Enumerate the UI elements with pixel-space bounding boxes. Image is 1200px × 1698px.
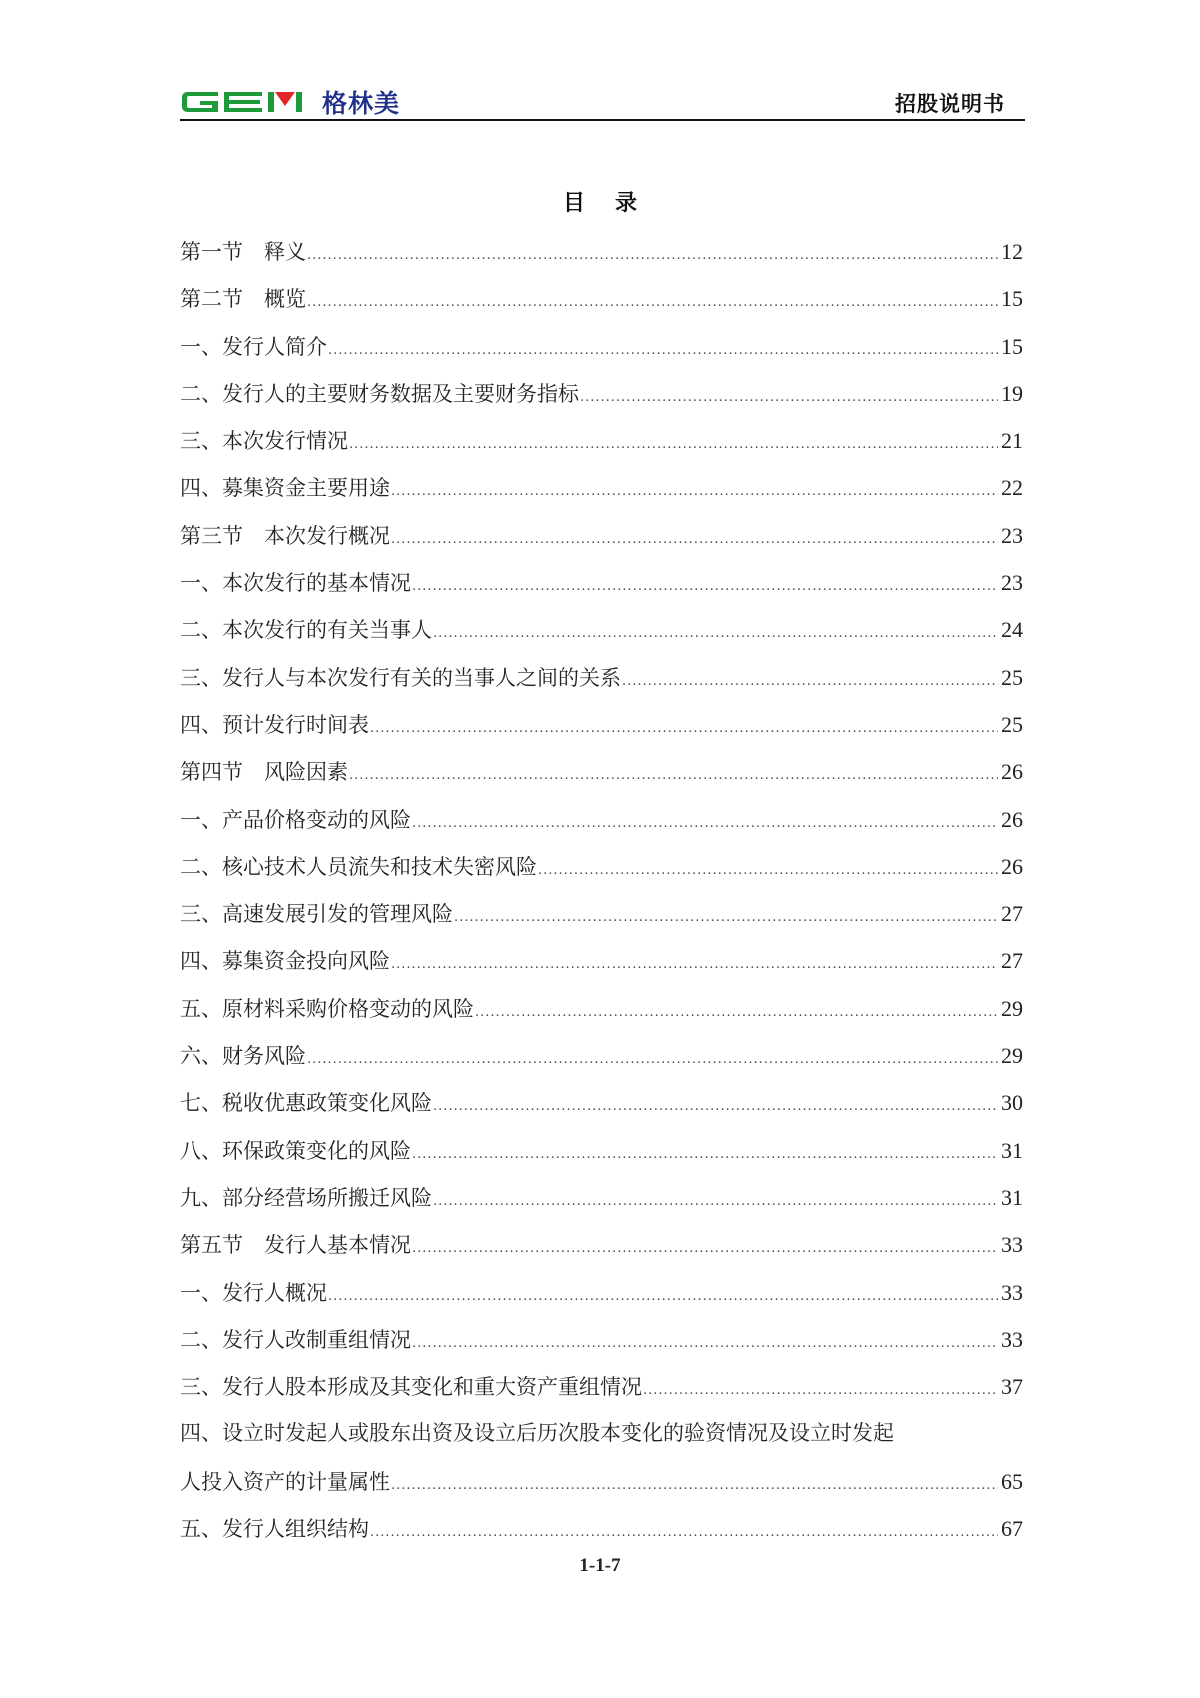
toc-entry[interactable] (180, 606, 1023, 653)
toc-entry[interactable] (180, 937, 1023, 984)
toc-entry-page: 27 (1001, 948, 1023, 974)
toc-entry-label: 第一节 释义 (180, 240, 306, 264)
toc-entry-label: 一、发行人简介 (180, 334, 327, 359)
dot-leader (412, 1320, 998, 1367)
toc-entry[interactable] (180, 796, 1023, 843)
toc-entry[interactable] (180, 512, 1023, 559)
toc-entry-page: 67 (1001, 1516, 1023, 1542)
toc-entry-page: 26 (1001, 853, 1023, 879)
toc-entry-label: 四、预计发行时间表 (180, 712, 369, 737)
toc-entry-label: 二、本次发行的有关当事人 (180, 618, 432, 643)
toc-entry[interactable] (180, 1505, 1023, 1552)
toc-entry[interactable] (180, 323, 1023, 370)
toc-entry-label: 九、部分经营场所搬迁风险 (180, 1185, 432, 1210)
toc-entry-page: 33 (1001, 1326, 1023, 1352)
toc-entry[interactable] (180, 654, 1023, 701)
toc-entry-page: 25 (1001, 711, 1023, 737)
toc-entry-page: 65 (1001, 1468, 1023, 1494)
toc-entry-page: 22 (1001, 475, 1023, 501)
dot-leader (328, 327, 998, 374)
dot-leader (349, 752, 998, 799)
toc-entry[interactable] (180, 1316, 1023, 1363)
toc-entry[interactable] (180, 985, 1023, 1032)
toc-entry[interactable] (180, 228, 1023, 275)
toc-entry-page: 33 (1001, 1232, 1023, 1258)
toc-entry[interactable] (180, 1458, 1023, 1505)
toc-entry-label: 三、发行人股本形成及其变化和重大资产重组情况 (180, 1375, 642, 1400)
dot-leader (349, 421, 998, 468)
toc-entry-page: 15 (1001, 333, 1023, 359)
toc-entry-wrapped[interactable] (180, 1410, 1023, 1457)
dot-leader (454, 894, 998, 941)
toc-entry-page: 29 (1001, 995, 1023, 1021)
toc-entry[interactable] (180, 748, 1023, 795)
dot-leader (580, 374, 998, 421)
toc-entry-label: 八、环保政策变化的风险 (180, 1138, 411, 1163)
toc-entry-label: 五、原材料采购价格变动的风险 (180, 996, 474, 1021)
dot-leader (643, 1367, 998, 1414)
table-of-contents (180, 228, 1023, 1552)
toc-entry[interactable] (180, 275, 1023, 322)
toc-entry-label: 三、高速发展引发的管理风险 (180, 902, 453, 927)
toc-title (0, 186, 1200, 217)
toc-entry-page: 15 (1001, 286, 1023, 312)
toc-entry[interactable] (180, 1127, 1023, 1174)
toc-entry-label: 第五节 发行人基本情况 (180, 1233, 411, 1258)
dot-leader (412, 1131, 998, 1178)
toc-entry[interactable] (180, 1079, 1023, 1126)
toc-entry-page: 19 (1001, 380, 1023, 406)
dot-leader (307, 232, 998, 279)
dot-leader (391, 1462, 998, 1509)
toc-entry-page: 29 (1001, 1043, 1023, 1069)
toc-entry-label: 第二节 概览 (180, 287, 306, 312)
toc-entry-label: 四、设立时发起人或股东出资及设立后历次股本变化的验资情况及设立时发起 (180, 1421, 894, 1446)
gem-logo-icon (180, 89, 310, 115)
company-logo (180, 84, 400, 120)
toc-entry[interactable] (180, 417, 1023, 464)
toc-entry-page: 24 (1001, 617, 1023, 643)
header-divider (180, 119, 1025, 121)
dot-leader (433, 1178, 998, 1225)
dot-leader (538, 847, 998, 894)
toc-entry-label: 二、发行人的主要财务数据及主要财务指标 (180, 381, 579, 406)
dot-leader (622, 658, 998, 705)
toc-entry[interactable] (180, 559, 1023, 606)
toc-entry-label: 第三节 本次发行概况 (180, 523, 390, 548)
document-type: 招股说明书 (895, 92, 1005, 116)
dot-leader (412, 1225, 998, 1272)
dot-leader (475, 989, 998, 1036)
dot-leader (412, 800, 998, 847)
toc-entry-page: 33 (1001, 1279, 1023, 1305)
toc-entry-label: 七、税收优惠政策变化风险 (180, 1091, 432, 1116)
dot-leader (391, 468, 998, 515)
dot-leader (412, 563, 998, 610)
dot-leader (328, 1273, 998, 1320)
toc-title-char: 目 (562, 191, 585, 216)
toc-entry[interactable] (180, 370, 1023, 417)
toc-entry-label: 人投入资产的计量属性 (180, 1469, 390, 1494)
dot-leader (307, 279, 998, 326)
toc-entry-page: 26 (1001, 759, 1023, 785)
toc-entry-page: 37 (1001, 1374, 1023, 1400)
toc-entry-label: 第四节 风险因素 (180, 760, 348, 785)
dot-leader (391, 941, 998, 988)
dot-leader (391, 516, 998, 563)
toc-entry-page: 21 (1001, 428, 1023, 454)
toc-entry[interactable] (180, 1269, 1023, 1316)
dot-leader (370, 1509, 998, 1556)
toc-entry-label: 三、本次发行情况 (180, 429, 348, 454)
dot-leader (370, 705, 998, 752)
toc-entry[interactable] (180, 843, 1023, 890)
toc-entry-page: 23 (1001, 570, 1023, 596)
dot-leader (433, 1083, 998, 1130)
toc-entry-label: 二、核心技术人员流失和技术失密风险 (180, 854, 537, 879)
toc-entry-page: 30 (1001, 1090, 1023, 1116)
company-name: 格林美 (322, 89, 401, 118)
toc-entry-label: 五、发行人组织结构 (180, 1517, 369, 1542)
toc-entry-page: 12 (1001, 239, 1023, 264)
toc-entry[interactable] (180, 890, 1023, 937)
toc-entry-page: 31 (1001, 1184, 1023, 1210)
toc-entry-label: 一、发行人概况 (180, 1280, 327, 1305)
toc-entry-label: 四、募集资金投向风险 (180, 949, 390, 974)
toc-title-char: 录 (615, 191, 638, 216)
toc-entry[interactable] (180, 1032, 1023, 1079)
toc-entry-page: 23 (1001, 522, 1023, 548)
toc-entry-label: 一、本次发行的基本情况 (180, 571, 411, 596)
toc-entry[interactable] (180, 1174, 1023, 1221)
page-header (180, 78, 1025, 122)
page-number: 1-1-7 (579, 1555, 621, 1576)
toc-entry-label: 六、财务风险 (180, 1044, 306, 1069)
dot-leader (433, 610, 998, 657)
toc-entry-label: 一、产品价格变动的风险 (180, 807, 411, 832)
toc-entry-label: 四、募集资金主要用途 (180, 476, 390, 501)
toc-entry-label: 三、发行人与本次发行有关的当事人之间的关系 (180, 665, 621, 690)
toc-entry-page: 27 (1001, 901, 1023, 927)
toc-entry-page: 31 (1001, 1137, 1023, 1163)
toc-entry[interactable] (180, 701, 1023, 748)
toc-entry-label: 二、发行人改制重组情况 (180, 1327, 411, 1352)
toc-entry[interactable] (180, 464, 1023, 511)
toc-entry[interactable] (180, 1221, 1023, 1268)
toc-entry-page: 26 (1001, 806, 1023, 832)
toc-entry[interactable] (180, 1363, 1023, 1410)
dot-leader (307, 1036, 998, 1083)
toc-entry-page: 25 (1001, 664, 1023, 690)
